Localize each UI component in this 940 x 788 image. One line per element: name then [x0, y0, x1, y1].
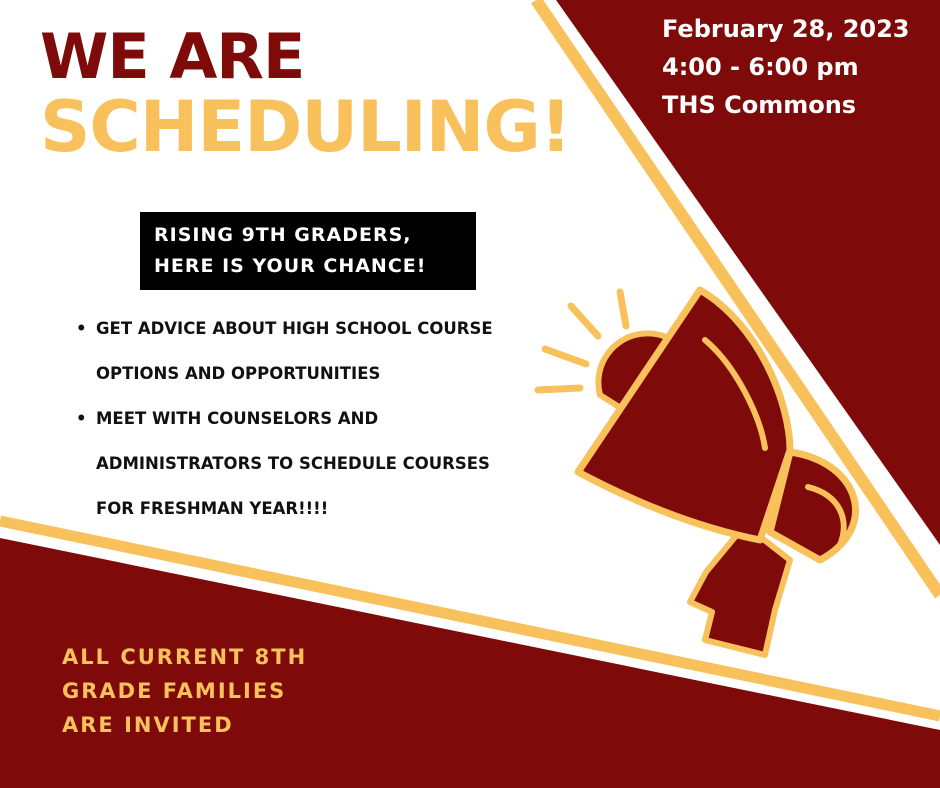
sound-line [545, 349, 586, 364]
sound-line [538, 388, 580, 390]
event-date: February 28, 2023 [662, 15, 910, 43]
sound-line [620, 292, 626, 326]
benefits-list [76, 306, 493, 531]
benefit-item-text: • MEET WITH COUNSELORS AND [96, 409, 379, 428]
benefit-item-text: FOR FRESHMAN YEAR!!!! [96, 499, 329, 518]
event-details [662, 10, 910, 124]
benefit-item-text: OPTIONS AND OPPORTUNITIES [96, 364, 381, 383]
event-time: 4:00 - 6:00 pm [662, 53, 859, 81]
callout-line-1: RISING 9TH GRADERS, [154, 224, 412, 246]
invitation-line-2: GRADE FAMILIES [62, 679, 287, 703]
benefit-item-meet [76, 396, 493, 531]
invitation-text [62, 640, 307, 742]
benefit-item-text: ADMINISTRATORS TO SCHEDULE COURSES [96, 454, 490, 473]
benefit-item-text: • GET ADVICE ABOUT HIGH SCHOOL COURSE [96, 319, 493, 338]
callout-line-2: HERE IS YOUR CHANCE! [154, 255, 427, 277]
megaphone-icon [520, 270, 890, 680]
headline-line-2: SCHEDULING! [40, 86, 571, 168]
callout-box [140, 212, 476, 290]
headline-line-1: WE ARE [40, 20, 305, 93]
event-location: THS Commons [662, 91, 857, 119]
invitation-line-1: ALL CURRENT 8TH [62, 645, 308, 669]
megaphone-handle [690, 525, 790, 655]
sound-line [571, 306, 598, 336]
benefit-item-advice [76, 306, 493, 396]
invitation-line-3: ARE INVITED [62, 713, 234, 737]
